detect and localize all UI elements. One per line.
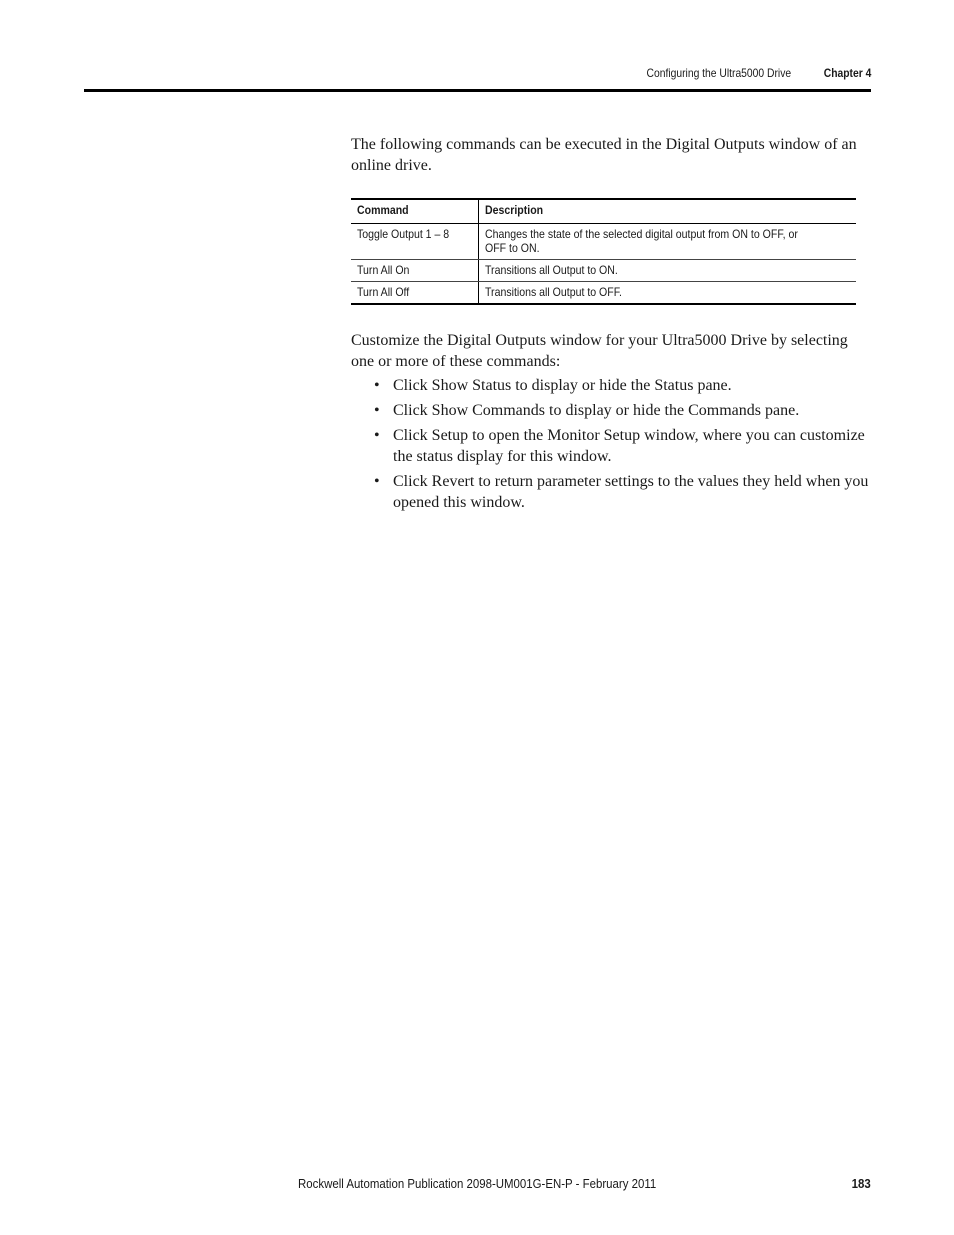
running-header-chapter: Chapter 4: [823, 66, 871, 80]
footer-publication: Rockwell Automation Publication 2098-UM001G-EN-P - February 2011: [298, 1176, 657, 1191]
description-cell: [479, 282, 857, 305]
command-cell: [351, 260, 479, 282]
bullet-icon: •: [374, 427, 380, 444]
commands-bullet-list: [351, 375, 871, 517]
bullet-icon: •: [374, 473, 380, 490]
command-cell: [351, 224, 479, 260]
bullet-icon: •: [374, 377, 380, 394]
list-item: [351, 375, 871, 396]
table-row: [351, 224, 856, 260]
intro-paragraph: The following commands can be executed in the Digital Outputs window of an online drive.: [351, 136, 857, 174]
list-item-text: Click Show Status to display or hide the Status pane.: [393, 377, 732, 394]
table-row: [351, 260, 856, 282]
running-header-title: Configuring the Ultra5000 Drive: [646, 66, 791, 80]
list-item: [351, 400, 871, 421]
bullet-icon: •: [374, 402, 380, 419]
description-cell: [479, 224, 857, 260]
command-description: Changes the state of the selected digital output from ON to OFF, or OFF to ON.: [485, 227, 798, 255]
column-header-description: [479, 199, 857, 224]
command-name: Toggle Output 1 – 8: [357, 227, 450, 241]
command-description: Transitions all Output to ON.: [485, 263, 618, 277]
column-header-command: [351, 199, 479, 224]
command-name: Turn All Off: [357, 285, 410, 299]
header-rule: [84, 89, 871, 92]
customize-paragraph: Customize the Digital Outputs window for your Ultra5000 Drive by selecting one or more of these commands:: [351, 332, 848, 370]
command-description: Transitions all Output to OFF.: [485, 285, 622, 299]
table-row: [351, 282, 856, 305]
commands-table: [351, 198, 856, 305]
description-cell: [479, 260, 857, 282]
table-header-row: [351, 199, 856, 224]
list-item-text: Click Revert to return parameter settings to the values they held when you opened this window.: [393, 473, 869, 511]
column-header-command-label: Command: [357, 203, 409, 217]
list-item: [351, 425, 871, 467]
page-number: 183: [851, 1176, 871, 1191]
command-name: Turn All On: [357, 263, 410, 277]
column-header-description-label: Description: [485, 203, 544, 217]
list-item: [351, 471, 871, 513]
list-item-text: Click Setup to open the Monitor Setup window, where you can customize the status display for this window.: [393, 427, 865, 465]
list-item-text: Click Show Commands to display or hide the Commands pane.: [393, 402, 800, 419]
command-cell: [351, 282, 479, 305]
